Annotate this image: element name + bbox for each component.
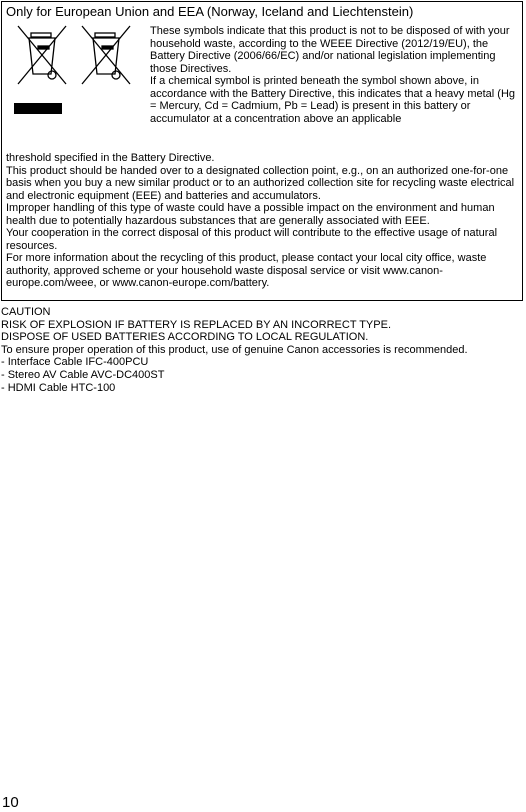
accessory-item: - Stereo AV Cable AVC-DC400ST — [1, 368, 165, 381]
cooperation-paragraph: Your cooperation in the correct disposal of this product will contribute to the effective usage of natural resources. — [6, 227, 498, 252]
weee-title: Only for European Union and EEA (Norway, Iceland and Liechtenstein) — [6, 4, 414, 19]
hazard-paragraph: Improper handling of this type of waste could have a possible impact on the environment and human health due to potentially hazardous substances that are generally associated with EEE. — [6, 202, 495, 227]
weee-paragraph: These symbols indicate that this product is not to be disposed of with your household waste, according to the WEEE Directive (2012/19/EU), the Battery Directive (2006/66/EC) and/or national legislation implementing those Directives. — [150, 25, 510, 75]
chemical-symbol-paragraph: If a chemical symbol is printed beneath the symbol shown above, in accordance with the Battery Directive, this indicates that a heavy metal (Hg = Mercury, Cd = Cadmium, Pb = Lead) is present in this battery or accumulator at a concentration above an applicable — [150, 75, 516, 125]
collection-paragraph: This product should be handed over to a designated collection point, e.g., on an authorized one-for-one basis when you buy a new similar product or to an authorized collection site for recycling waste electrical and electronic equipment (EEE) and batteries and accumulators. — [6, 164, 515, 202]
weee-details — [6, 152, 522, 290]
caution-heading: CAUTION — [1, 306, 51, 318]
accessory-item: - Interface Cable IFC-400PCU — [1, 356, 149, 369]
weee-notice-box — [1, 1, 523, 301]
accessory-recommendation: To ensure proper operation of this product, use of genuine Canon accessories is recommended. — [1, 343, 468, 356]
caution-line: DISPOSE OF USED BATTERIES ACCORDING TO LOCAL REGULATION. — [1, 331, 369, 344]
symbols-description — [150, 25, 522, 125]
page-number: 10 — [2, 794, 19, 811]
caution-section — [1, 306, 525, 394]
caution-line: RISK OF EXPLOSION IF BATTERY IS REPLACED BY AN INCORRECT TYPE. — [1, 318, 391, 331]
chemical-symbol-bar — [14, 103, 62, 114]
more-info-paragraph: For more information about the recycling of this product, please contact your local city office, waste authority, approved scheme or your household waste disposal service or visit www.canon-europe.com/weee, or www.canon-europe.com/battery. — [6, 252, 487, 289]
chemical-symbol-paragraph-end: threshold specified in the Battery Directive. — [6, 152, 215, 164]
accessory-item: - HDMI Cable HTC-100 — [1, 381, 116, 394]
crossed-out-wheelie-bin-icon — [80, 24, 132, 86]
crossed-out-wheelie-bin-icon — [16, 24, 68, 86]
